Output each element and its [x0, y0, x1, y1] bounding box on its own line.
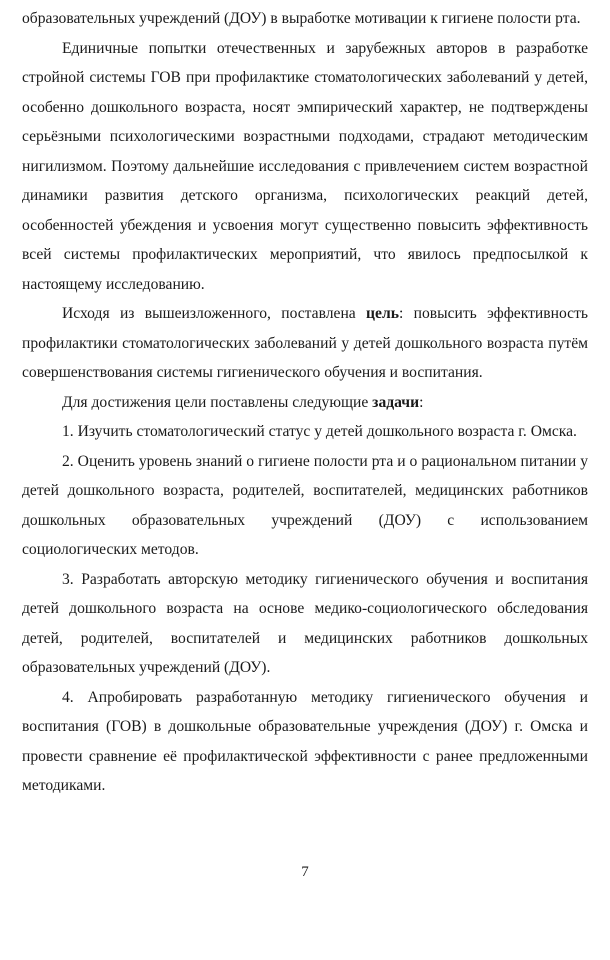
goal-text-before: Исходя из вышеизложенного, поставлена	[62, 305, 367, 322]
document-page	[22, 4, 588, 801]
page-number: 7	[301, 864, 309, 880]
paragraph-background: Единичные попытки отечественных и зарубежных авторов в разработке стройной системы ГОВ при профилактике стоматологических заболеваний у детей, особенно дошкольного возраста, носят эмпирический характер, не подтверждены серьёзными психологическими возрастными подходами, страдают методическим нигилизмом. Поэтому дальнейшие исследования с привлечением систем возрастной динамики развития детского организма, психологических реакций детей, особенностей убеждения и усвоения могут существенно повысить эффективность всей системы профилактических мероприятий, что явилось предпосылкой к настоящему исследованию.	[22, 39, 588, 293]
tasks-keyword: задачи	[372, 393, 420, 411]
task-item-2: 2. Оценить уровень знаний о гигиене полости рта и о рациональном питании у детей дошкольного возраста, родителей, воспитателей, медицинских работников дошкольных образовательных учреждений (ДОУ) с использованием социологических методов.	[22, 452, 588, 558]
paragraph-tasks-intro	[22, 388, 588, 418]
task-item-4: 4. Апробировать разработанную методику гигиенического обучения и воспитания (ГОВ) в дошкольные образовательные учреждения (ДОУ) г. Омска и провести сравнение её профилактической эффективности с ранее предложенными методиками.	[22, 688, 588, 794]
paragraph-goal	[22, 299, 588, 388]
goal-keyword: цель	[366, 305, 399, 322]
task-item-3: 3. Разработать авторскую методику гигиенического обучения и воспитания детей дошкольного возраста на основе медико-социологического обследования детей, родителей, воспитателей и медицинских работников дошкольных образовательных учреждений (ДОУ).	[22, 570, 588, 676]
task-item-1: 1. Изучить стоматологический статус у детей дошкольного возраста г. Омска.	[62, 423, 577, 440]
tasks-intro-before: Для достижения цели поставлены следующие	[62, 393, 373, 411]
goal-text-after: : повысить эффективность профилактики стоматологических заболеваний у детей дошкольного возраста путём совершенствования системы гигиенического обучения и воспитания.	[22, 305, 588, 381]
continuation-paragraph: образовательных учреждений (ДОУ) в выработке мотивации к гигиене полости рта.	[22, 10, 581, 27]
tasks-intro-after: :	[419, 393, 424, 411]
